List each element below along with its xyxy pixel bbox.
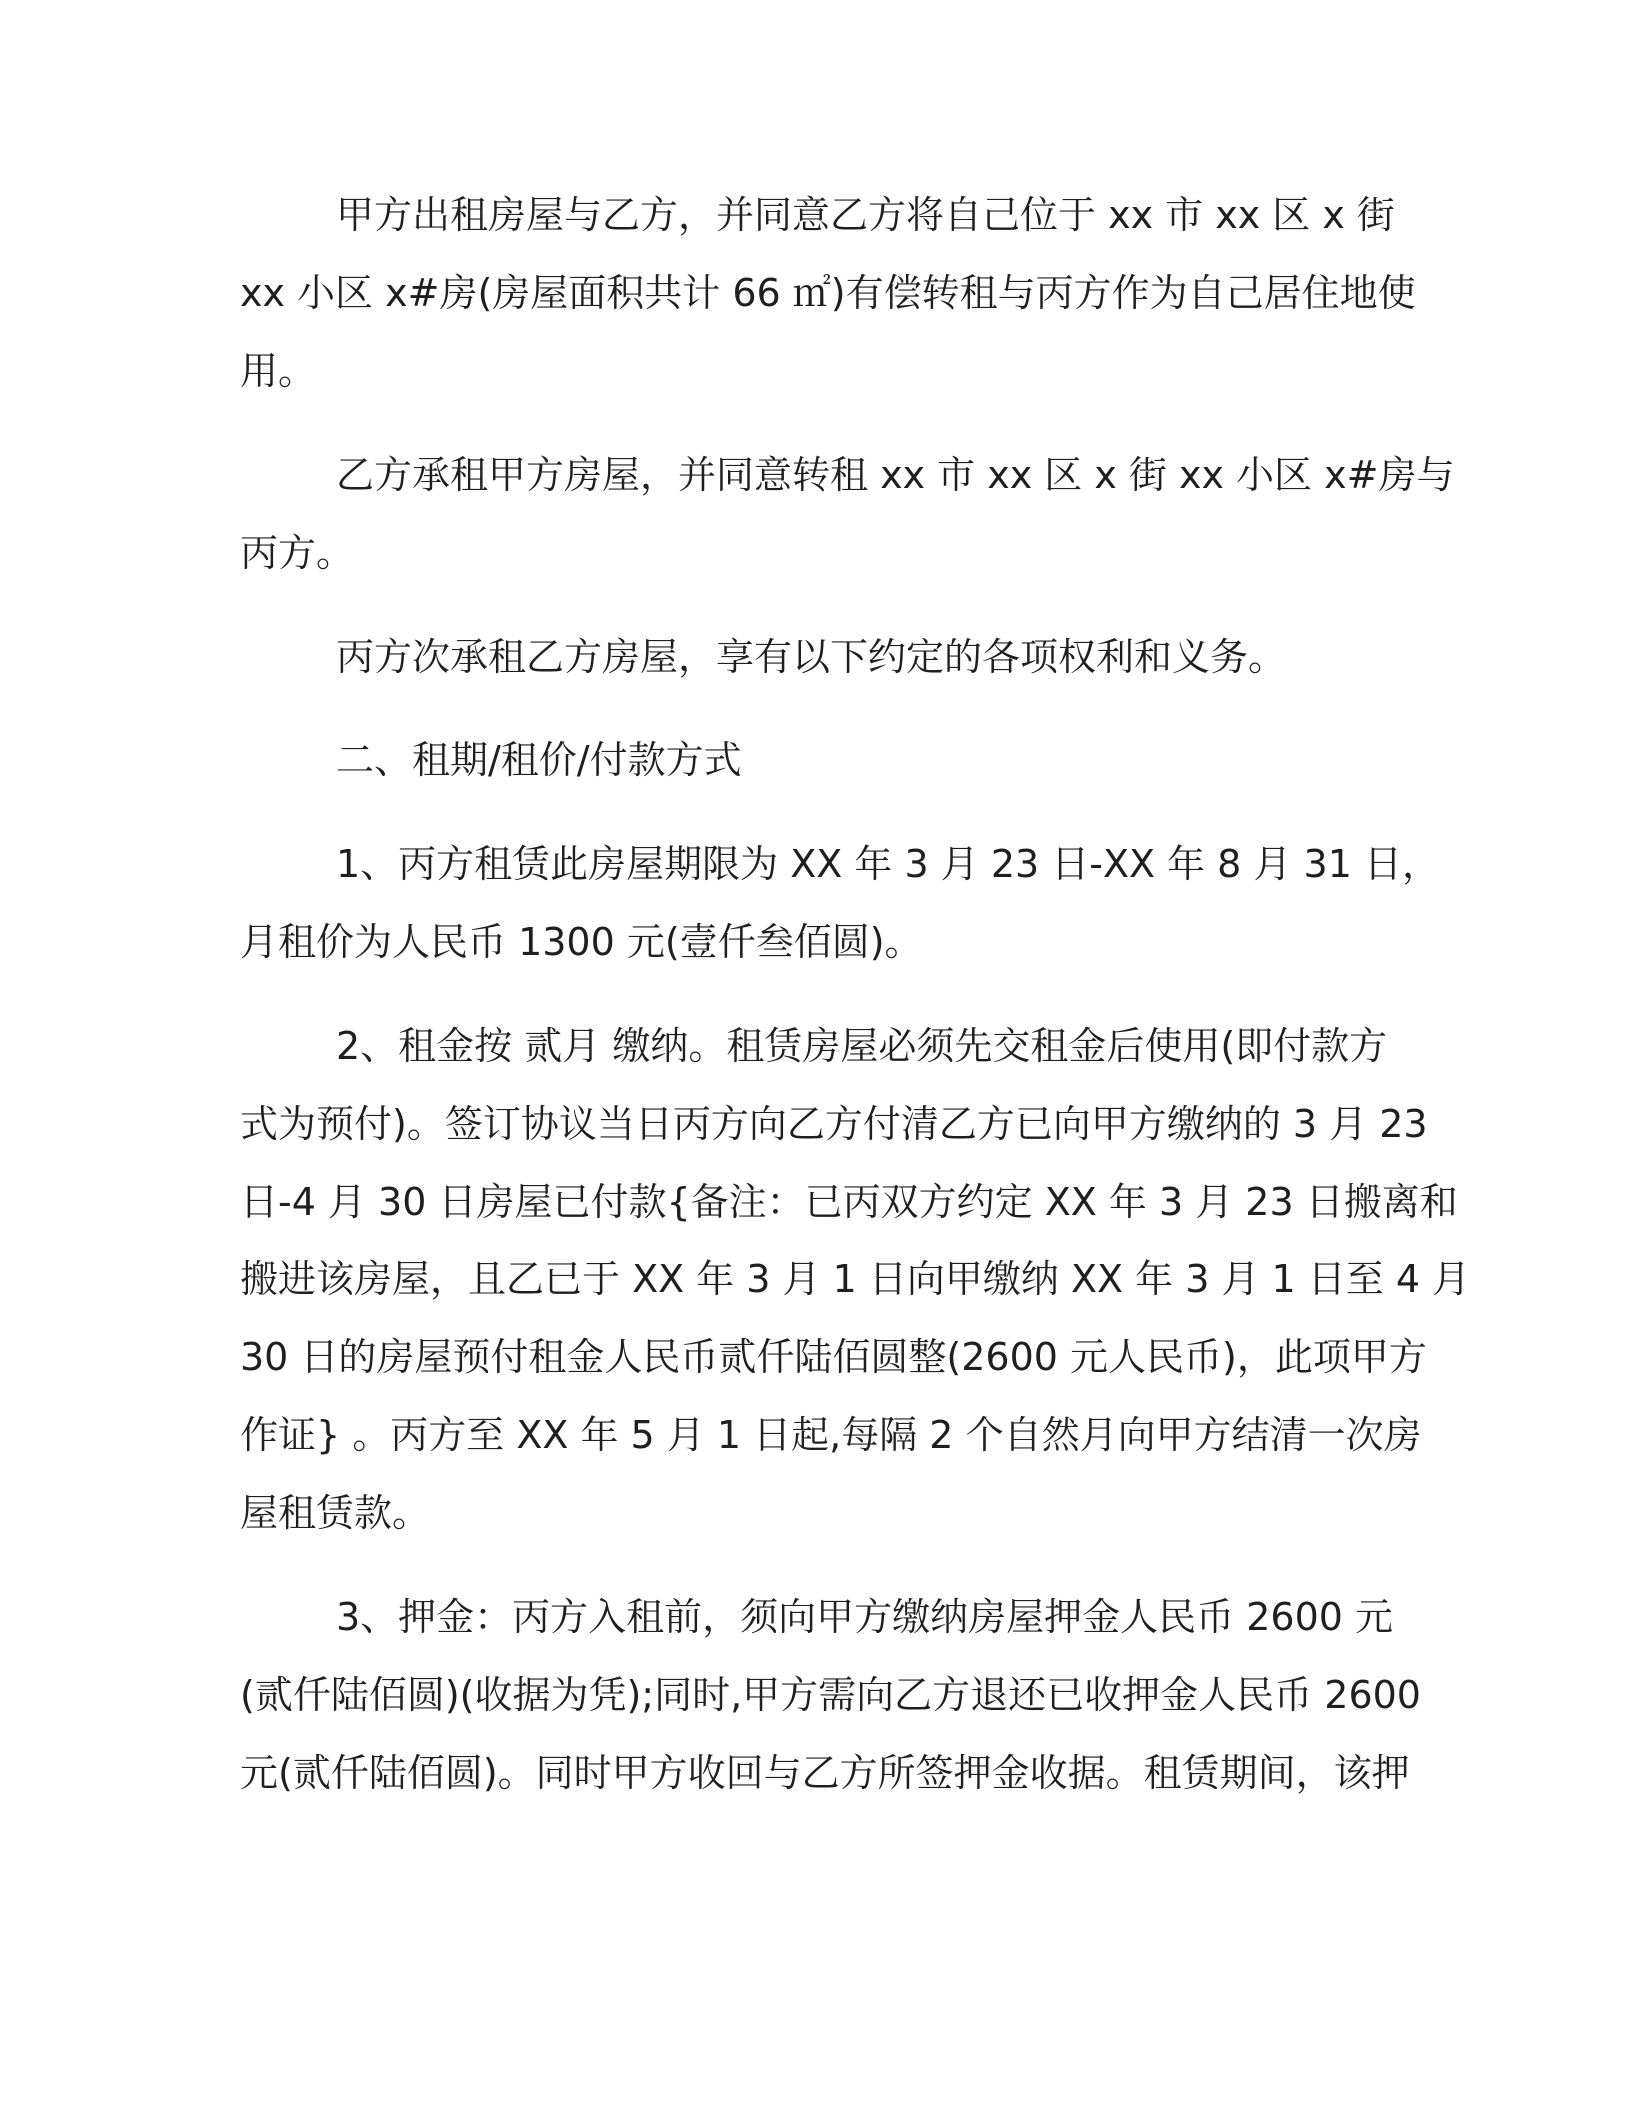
text-line: 甲方出租房屋与乙方，并同意乙方将自己位于 xx 市 xx 区 x 街	[336, 193, 1395, 237]
text-line: 搬进该房屋，且乙已于 XX 年 3 月 1 日向甲缴纳 XX 年 3 月 1 日至 4 月	[240, 1257, 1471, 1301]
text-line: 屋租赁款。	[240, 1491, 431, 1535]
text-line: 丙方次承租乙方房屋，享有以下约定的各项权利和义务。	[336, 635, 1287, 679]
text-line: 月租价为人民币 1300 元(壹仟叁佰圆)。	[240, 920, 923, 964]
text-line: 日-4 月 30 日房屋已付款{备注：已丙双方约定 XX 年 3 月 23 日搬离和	[240, 1180, 1458, 1224]
text-line: 乙方承租甲方房屋，并同意转租 xx 市 xx 区 x 街 xx 小区 x#房与	[336, 453, 1455, 497]
text-line: 元(贰仟陆佰圆)。同时甲方收回与乙方所签押金收据。租赁期间，该押	[240, 1751, 1410, 1795]
text-line: 30 日的房屋预付租金人民币贰仟陆佰圆整(2600 元人民币)，此项甲方	[240, 1335, 1427, 1379]
text-line: 式为预付)。签订协议当日丙方向乙方付清乙方已向甲方缴纳的 3 月 23	[240, 1102, 1428, 1146]
text-line: 3、押金：丙方入租前，须向甲方缴纳房屋押金人民币 2600 元	[336, 1595, 1394, 1639]
text-line: 2、租金按 贰月 缴纳。租赁房屋必须先交租金后使用(即付款方	[336, 1024, 1388, 1068]
section-heading: 二、租期/租价/付款方式	[336, 738, 742, 782]
text-line: (贰仟陆佰圆)(收据为凭);同时,甲方需向乙方退还已收押金人民币 2600	[240, 1673, 1421, 1717]
text-line: xx 小区 x#房(房屋面积共计 66 ㎡)有偿转租与丙方作为自己居住地使	[240, 271, 1416, 315]
text-line: 丙方。	[240, 531, 355, 575]
text-line: 作证} 。丙方至 XX 年 5 月 1 日起,每隔 2 个自然月向甲方结清一次房	[240, 1413, 1422, 1457]
text-line: 1、丙方租赁此房屋期限为 XX 年 3 月 23 日-XX 年 8 月 31 日，	[336, 842, 1440, 886]
text-line: 用。	[240, 349, 317, 393]
